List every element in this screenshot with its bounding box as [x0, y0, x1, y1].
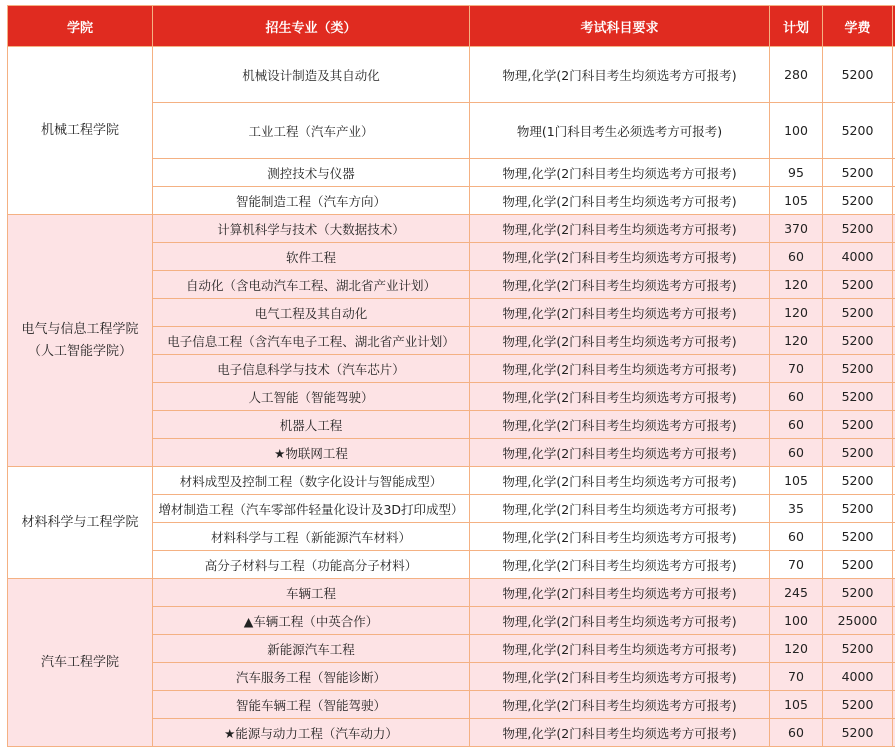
subjects-cell: 物理,化学(2门科目考生均须选考方可报考)	[470, 439, 770, 467]
header-major: 招生专业（类）	[153, 6, 470, 47]
major-cell: 计算机科学与技术（大数据技术）	[153, 215, 470, 243]
table-row	[8, 579, 895, 607]
major-cell: 智能制造工程（汽车方向）	[153, 187, 470, 215]
plan-cell: 120	[770, 299, 823, 327]
fee-cell: 5200	[823, 383, 893, 411]
major-cell: 材料科学与工程（新能源汽车材料）	[153, 523, 470, 551]
college-cell	[8, 215, 153, 467]
subjects-cell: 物理,化学(2门科目考生均须选考方可报考)	[470, 523, 770, 551]
major-cell: 软件工程	[153, 243, 470, 271]
plan-cell: 35	[770, 495, 823, 523]
fee-cell: 5200	[823, 439, 893, 467]
major-cell: 汽车服务工程（智能诊断）	[153, 663, 470, 691]
subjects-cell: 物理,化学(2门科目考生均须选考方可报考)	[470, 159, 770, 187]
major-cell: 自动化（含电动汽车工程、湖北省产业计划）	[153, 271, 470, 299]
plan-cell: 60	[770, 243, 823, 271]
major-cell: ★能源与动力工程（汽车动力）	[153, 719, 470, 747]
subjects-cell: 物理,化学(2门科目考生均须选考方可报考)	[470, 607, 770, 635]
plan-cell: 280	[770, 47, 823, 103]
admission-plan-table	[7, 5, 895, 747]
header-fee: 学费	[823, 6, 893, 47]
subjects-cell: 物理,化学(2门科目考生均须选考方可报考)	[470, 271, 770, 299]
fee-cell: 5200	[823, 719, 893, 747]
major-cell: 测控技术与仪器	[153, 159, 470, 187]
subjects-cell: 物理,化学(2门科目考生均须选考方可报考)	[470, 663, 770, 691]
fee-cell: 5200	[823, 467, 893, 495]
major-cell: 智能车辆工程（智能驾驶）	[153, 691, 470, 719]
fee-cell: 5200	[823, 47, 893, 103]
subjects-cell: 物理,化学(2门科目考生均须选考方可报考)	[470, 355, 770, 383]
plan-cell: 70	[770, 663, 823, 691]
plan-cell: 60	[770, 411, 823, 439]
subjects-cell: 物理,化学(2门科目考生均须选考方可报考)	[470, 719, 770, 747]
plan-cell: 105	[770, 691, 823, 719]
plan-cell: 60	[770, 719, 823, 747]
fee-cell: 5200	[823, 159, 893, 187]
table-row	[8, 47, 895, 103]
plan-cell: 60	[770, 383, 823, 411]
plan-cell: 120	[770, 635, 823, 663]
fee-cell: 5200	[823, 327, 893, 355]
major-cell: 高分子材料与工程（功能高分子材料）	[153, 551, 470, 579]
plan-cell: 100	[770, 103, 823, 159]
table-row	[8, 467, 895, 495]
plan-cell: 60	[770, 523, 823, 551]
fee-cell: 4000	[823, 663, 893, 691]
major-cell: 电子信息科学与技术（汽车芯片）	[153, 355, 470, 383]
subjects-cell: 物理(1门科目考生必须选考方可报考)	[470, 103, 770, 159]
subjects-cell: 物理,化学(2门科目考生均须选考方可报考)	[470, 411, 770, 439]
table-header-row	[8, 6, 895, 47]
header-college: 学院	[8, 6, 153, 47]
subjects-cell: 物理,化学(2门科目考生均须选考方可报考)	[470, 579, 770, 607]
fee-cell: 5200	[823, 579, 893, 607]
subjects-cell: 物理,化学(2门科目考生均须选考方可报考)	[470, 47, 770, 103]
major-cell: 新能源汽车工程	[153, 635, 470, 663]
major-cell: ★物联网工程	[153, 439, 470, 467]
subjects-cell: 物理,化学(2门科目考生均须选考方可报考)	[470, 299, 770, 327]
plan-cell: 370	[770, 215, 823, 243]
fee-cell: 5200	[823, 103, 893, 159]
major-cell: 工业工程（汽车产业）	[153, 103, 470, 159]
major-cell: 机械设计制造及其自动化	[153, 47, 470, 103]
major-cell: 车辆工程	[153, 579, 470, 607]
major-cell: 机器人工程	[153, 411, 470, 439]
college-name-line: 材料科学与工程学院	[10, 512, 150, 534]
subjects-cell: 物理,化学(2门科目考生均须选考方可报考)	[470, 467, 770, 495]
college-name-line: 汽车工程学院	[10, 652, 150, 674]
major-cell: 电气工程及其自动化	[153, 299, 470, 327]
college-name-line: 电气与信息工程学院	[10, 319, 150, 341]
plan-cell: 120	[770, 327, 823, 355]
table-row	[8, 215, 895, 243]
subjects-cell: 物理,化学(2门科目考生均须选考方可报考)	[470, 243, 770, 271]
fee-cell: 5200	[823, 495, 893, 523]
fee-cell: 5200	[823, 299, 893, 327]
fee-cell: 5200	[823, 355, 893, 383]
major-cell: 材料成型及控制工程（数字化设计与智能成型）	[153, 467, 470, 495]
college-name-line: 机械工程学院	[10, 120, 150, 142]
college-cell	[8, 467, 153, 579]
plan-cell: 120	[770, 271, 823, 299]
fee-cell: 5200	[823, 215, 893, 243]
fee-cell: 5200	[823, 271, 893, 299]
college-cell	[8, 579, 153, 747]
fee-cell: 5200	[823, 635, 893, 663]
major-cell: 增材制造工程（汽车零部件轻量化设计及3D打印成型）	[153, 495, 470, 523]
plan-cell: 105	[770, 467, 823, 495]
plan-cell: 70	[770, 355, 823, 383]
fee-cell: 5200	[823, 187, 893, 215]
college-cell	[8, 47, 153, 215]
major-cell: ▲车辆工程（中英合作）	[153, 607, 470, 635]
header-subjects: 考试科目要求	[470, 6, 770, 47]
subjects-cell: 物理,化学(2门科目考生均须选考方可报考)	[470, 495, 770, 523]
fee-cell: 5200	[823, 411, 893, 439]
table-body	[8, 47, 895, 747]
plan-cell: 60	[770, 439, 823, 467]
fee-cell: 5200	[823, 691, 893, 719]
subjects-cell: 物理,化学(2门科目考生均须选考方可报考)	[470, 551, 770, 579]
college-name-line: （人工智能学院）	[10, 341, 150, 363]
fee-cell: 25000	[823, 607, 893, 635]
subjects-cell: 物理,化学(2门科目考生均须选考方可报考)	[470, 327, 770, 355]
plan-cell: 105	[770, 187, 823, 215]
fee-cell: 5200	[823, 523, 893, 551]
subjects-cell: 物理,化学(2门科目考生均须选考方可报考)	[470, 215, 770, 243]
plan-cell: 95	[770, 159, 823, 187]
plan-cell: 245	[770, 579, 823, 607]
subjects-cell: 物理,化学(2门科目考生均须选考方可报考)	[470, 187, 770, 215]
major-cell: 人工智能（智能驾驶）	[153, 383, 470, 411]
subjects-cell: 物理,化学(2门科目考生均须选考方可报考)	[470, 691, 770, 719]
plan-cell: 100	[770, 607, 823, 635]
fee-cell: 4000	[823, 243, 893, 271]
major-cell: 电子信息工程（含汽车电子工程、湖北省产业计划）	[153, 327, 470, 355]
subjects-cell: 物理,化学(2门科目考生均须选考方可报考)	[470, 635, 770, 663]
header-plan: 计划	[770, 6, 823, 47]
subjects-cell: 物理,化学(2门科目考生均须选考方可报考)	[470, 383, 770, 411]
plan-cell: 70	[770, 551, 823, 579]
fee-cell: 5200	[823, 551, 893, 579]
